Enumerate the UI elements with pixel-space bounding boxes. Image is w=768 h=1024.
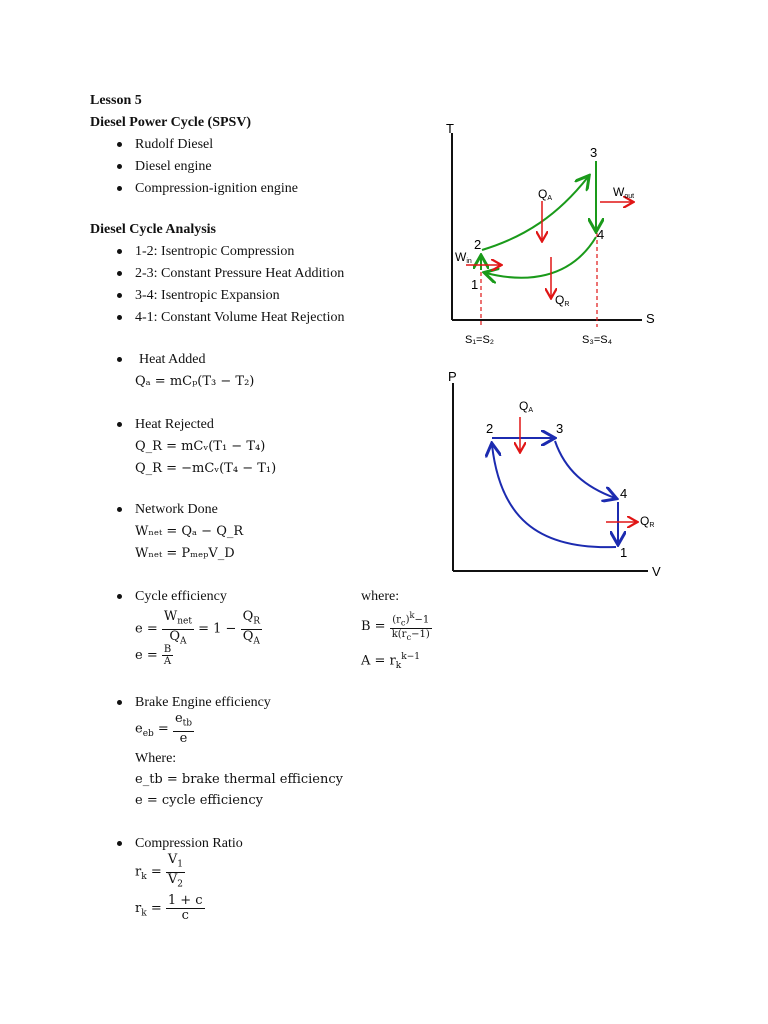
ts-x-label: S (646, 311, 655, 326)
ts-point-3: 3 (590, 145, 598, 160)
bullet (117, 507, 122, 512)
b-equation: B = $\frac{(r_c)^k-1}{k(r_c-1)}$ (361, 610, 430, 643)
heat-rejected-equation-2: Q_R = −mCᵥ(T₄ − T₁) (135, 461, 277, 476)
efficiency-label: Cycle efficiency (135, 589, 227, 604)
bullet (117, 357, 122, 362)
pv-point-3: 3 (556, 421, 564, 436)
pv-point-1: 1 (620, 545, 628, 560)
brake-definition-2: e = cycle efficiency (135, 793, 263, 808)
where-label: where: (361, 589, 400, 604)
network-label: Network Done (135, 502, 218, 517)
bullet (117, 841, 122, 846)
ts-point-1: 1 (471, 277, 479, 292)
pv-x-label: V (652, 564, 661, 579)
bullet (117, 594, 122, 599)
efficiency-equation: e = $\frac{W_{net}}{Q_A}$ = 1 − $\frac{Q_R}{Q_A}$ (135, 609, 261, 647)
list-item: Rudolf Diesel (135, 137, 214, 152)
brake-label: Brake Engine efficiency (135, 695, 271, 710)
lesson-label: Lesson 5 (90, 93, 142, 108)
page-title: Diesel Power Cycle (SPSV) (90, 115, 252, 130)
list-item: Compression-ignition engine (135, 181, 298, 196)
section-title: Diesel Cycle Analysis (90, 222, 216, 237)
ts-win-label: Win (455, 250, 472, 265)
network-equation-2: Wₙₑₜ = PₘₑₚV_D (135, 546, 235, 561)
ts-s34-label: S₃=S₄ (582, 334, 613, 346)
pv-y-label: P (448, 369, 457, 384)
ts-qr-label: QR (555, 293, 570, 308)
list-item: 3-4: Isentropic Expansion (135, 288, 280, 303)
bullet (117, 142, 122, 147)
ts-point-4: 4 (597, 227, 605, 242)
ts-s12-label: S₁=S₂ (465, 334, 495, 346)
ts-qa-label: QA (538, 187, 553, 202)
ts-y-label: T (446, 121, 454, 136)
bullet (117, 293, 122, 298)
bullet (117, 271, 122, 276)
a-equation: $A = r_k^{k-1}$ (361, 652, 420, 671)
bullet (117, 422, 122, 427)
heat-added-equation: Qₐ = mCₚ(T₃ − T₂) (135, 374, 255, 389)
bullet (117, 186, 122, 191)
pv-process-3-4 (555, 441, 615, 498)
list-item: 2-3: Constant Pressure Heat Addition (135, 266, 345, 281)
pv-qa-label: QA (519, 399, 534, 414)
pv-point-2: 2 (486, 421, 494, 436)
pv-qr-label: QR (640, 514, 655, 529)
heat-rejected-equation-1: Q_R = mCᵥ(T₁ − T₄) (135, 439, 266, 454)
heat-rejected-label: Heat Rejected (135, 417, 214, 432)
ts-diagram (430, 115, 670, 350)
list-item: 4-1: Constant Volume Heat Rejection (135, 310, 345, 325)
brake-equation: $e_{eb}$ = $\frac{e_{tb}}{e}$ (135, 711, 193, 746)
efficiency-ratio: e = $\frac{B}{A}$ (135, 644, 172, 667)
heat-added-label: Heat Added (139, 352, 206, 367)
bullet (117, 164, 122, 169)
compression-equation-1: $r_k$ = $\frac{V_1}{V_2}$ (135, 852, 183, 890)
bullet (117, 700, 122, 705)
bullet (117, 249, 122, 254)
list-item: 1-2: Isentropic Compression (135, 244, 295, 259)
brake-where: Where: (135, 751, 177, 766)
ts-process-2-3 (482, 177, 588, 250)
network-equation-1: Wₙₑₜ = Qₐ − Q_R (135, 524, 244, 539)
pv-process-1-2 (492, 445, 616, 547)
brake-definition-1: e_tb = brake thermal efficiency (135, 772, 343, 787)
compression-label: Compression Ratio (135, 836, 243, 851)
list-item: Diesel engine (135, 159, 212, 174)
bullet (117, 315, 122, 320)
ts-point-2: 2 (474, 237, 482, 252)
pv-diagram (440, 365, 680, 585)
compression-equation-2: $r_k$ = $\frac{1 + c}{c}$ (135, 893, 203, 923)
ts-wout-label: Wout (613, 185, 635, 200)
pv-point-4: 4 (620, 486, 628, 501)
